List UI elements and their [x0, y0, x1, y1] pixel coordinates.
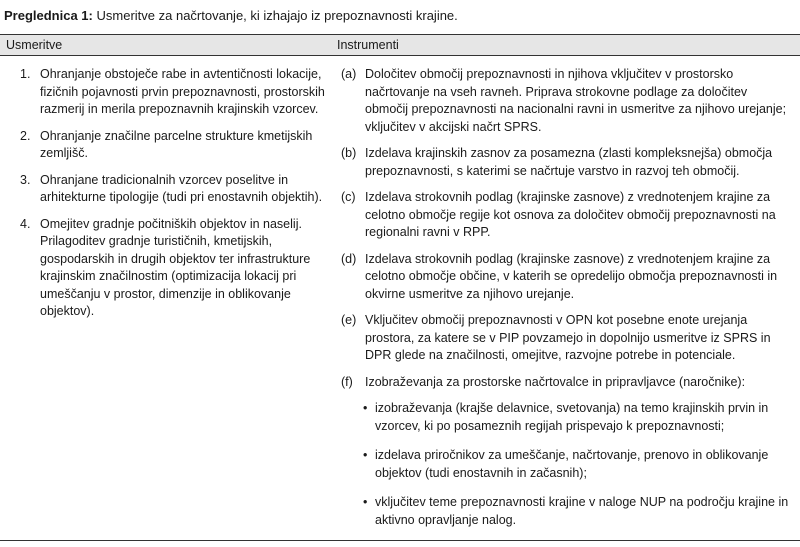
item-number: 2.	[20, 128, 31, 143]
usmeritev-item	[20, 216, 326, 321]
usmeritve-column	[20, 66, 326, 330]
item-text: Ohranjanje obstoječe rabe in avtentičnosti lokacije, fizičnih pojavnosti prvin prepoznavnosti, prostorskih razmerij in merila prepoznavnih krajinskih vzorcev.	[40, 67, 325, 116]
item-letter: (e)	[341, 313, 357, 327]
instrumenti-column	[341, 66, 793, 541]
bullet-icon: •	[363, 401, 368, 415]
item-text: Omejitev gradnje počitniških objektov in naselij. Prilagoditev gradnje turističnih, kmetijskih, gospodarskih in drugih objektov ter infrastrukture krajinskim značilnostim (optimizacija lokacij pri umeščanju v prostor, dimenzije in oblikovanje objektov).	[40, 216, 311, 318]
item-text: Vključitev območij prepoznavnosti v OPN kot posebne enote urejanja prostora, za katere se v PIP povzamejo in dopolnijo usmeritve iz SPRS in DPR glede na značilnosti, omejitve, razvojne potrebe in potenciale.	[365, 313, 771, 362]
item-text: Določitev območij prepoznavnosti in njihova vključitev v prostorsko načrtovanje na vseh ravneh. Priprava strokovne podlage za določitev območij prepoznavnosti na nacionalni ravni in usmeritve za njihovo urejanje; vključitev v akcijski načrt SPRS.	[365, 67, 787, 134]
bullet-text: izobraževanja (krajše delavnice, svetovanja) na temo krajinskih prvin in vzorcev, ki po posameznih regijah prispevajo k prepoznavnosti;	[375, 401, 769, 433]
bullet-text: izdelava priročnikov za umeščanje, načrtovanje, prenovo in oblikovanje objektov (tudi enostavnih in začasnih);	[375, 448, 769, 480]
item-text: Izdelava strokovnih podlag (krajinske zasnove) z vrednotenjem krajine za celotno območje regije kot osnova za določitev območij prepoznavnosti na regionalni ravni v RPP.	[365, 190, 776, 239]
item-letter: (f)	[341, 374, 353, 389]
item-letter: (a)	[341, 67, 357, 81]
item-number: 1.	[20, 67, 31, 81]
bullet-icon: •	[363, 448, 368, 462]
bullet-text: vključitev teme prepoznavnosti krajine v naloge NUP na področju krajine in aktivno opravljanje nalog.	[375, 495, 789, 527]
usmeritev-item	[20, 172, 326, 207]
usmeritev-item	[20, 66, 326, 119]
item-letter: (b)	[341, 146, 357, 160]
item-text: Izdelava strokovnih podlag (krajinske zasnove) z vrednotenjem krajine za celotno območje občine, v katerih se opredelijo območja prepoznavnosti in okvirne usmeritve za njihovo urejanje.	[365, 251, 778, 301]
item-text: Ohranjane tradicionalnih vzorcev poselitve in arhitekturne tipologije (tudi pri enostavnih objektih).	[40, 172, 323, 204]
caption-text: Usmeritve za načrtovanje, ki izhajajo iz prepoznavnosti krajine.	[96, 8, 458, 23]
item-text: Izdelava krajinskih zasnov za posamezna (zlasti kompleksnejša) območja prepoznavnosti, s katerimi se načrtuje varstvo in razvoj teh območij.	[365, 146, 773, 178]
instrument-item	[341, 251, 793, 304]
item-letter: (c)	[341, 190, 356, 204]
caption-label: Preglednica 1:	[4, 8, 93, 23]
usmeritev-item	[20, 128, 326, 163]
bullet-list	[363, 400, 793, 529]
bullet-item	[363, 400, 793, 435]
header-usmeritve: Usmeritve	[6, 38, 63, 52]
item-letter: (d)	[341, 251, 357, 266]
item-text: Ohranjanje značilne parcelne strukture kmetijskih zemljišč.	[40, 128, 313, 160]
instrument-item	[341, 66, 793, 136]
table-header	[0, 34, 800, 56]
item-number: 3.	[20, 172, 31, 187]
header-instrumenti: Instrumenti	[337, 38, 399, 52]
instrument-item	[341, 189, 793, 242]
table-caption	[4, 8, 458, 24]
instrument-item	[341, 374, 793, 392]
bullet-item	[363, 494, 793, 529]
instrument-item	[341, 145, 793, 180]
item-text: Izobraževanja za prostorske načrtovalce in pripravljavce (naročnike):	[365, 374, 746, 389]
item-number: 4.	[20, 216, 31, 231]
instrument-item	[341, 312, 793, 365]
table-bottom-rule	[0, 540, 800, 541]
bullet-icon: •	[363, 495, 368, 509]
bullet-item	[363, 447, 793, 482]
